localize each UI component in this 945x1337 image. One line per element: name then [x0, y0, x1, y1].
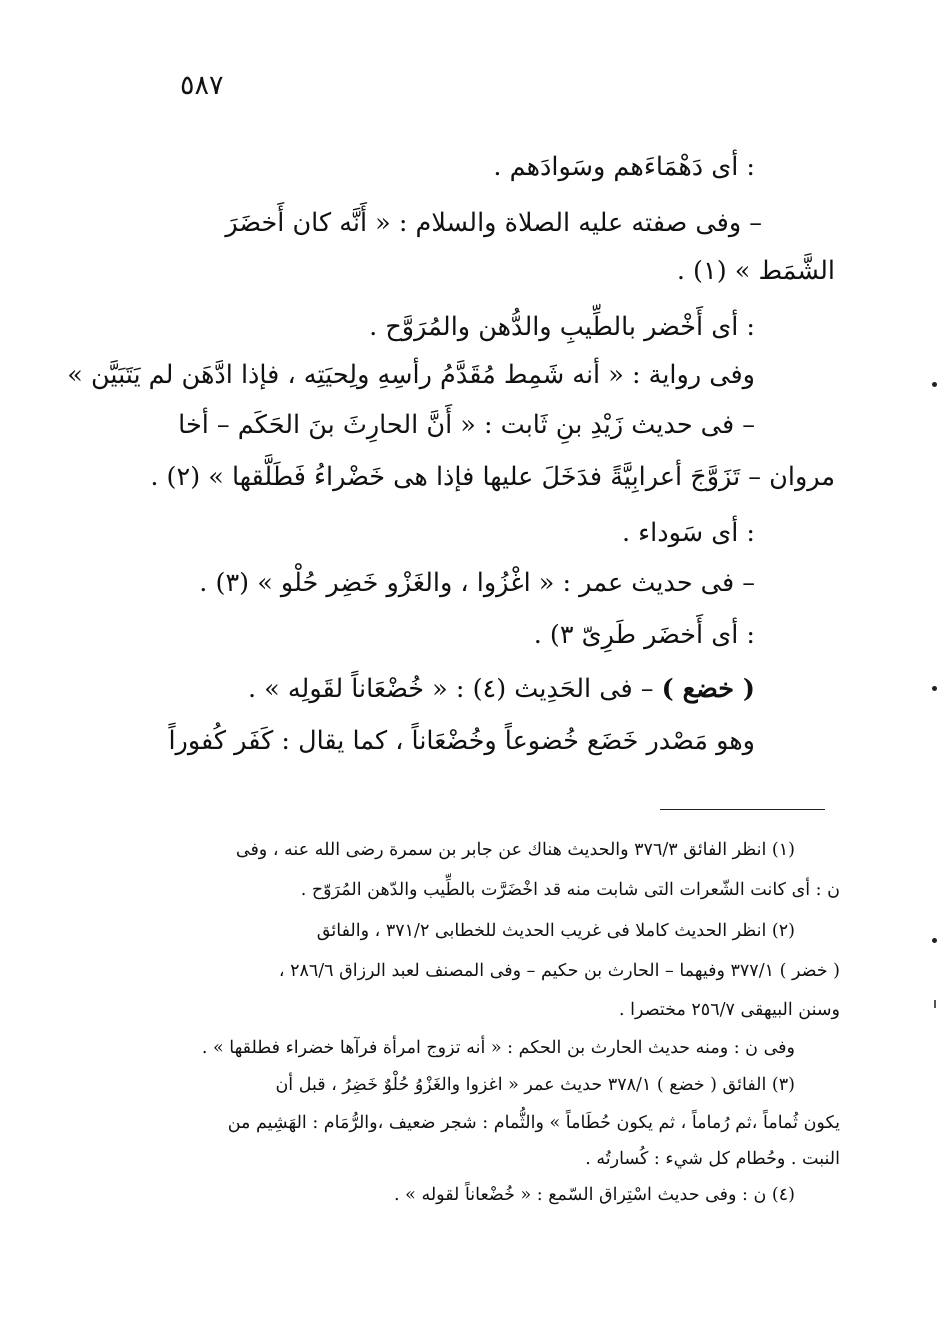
- body-line-2: – وفى صفته عليه الصلاة والسلام : « أَنَّه كان أَخضَرَ: [225, 208, 762, 238]
- footnote-line-4: ( خضر ) ٣٧٧/١ وفيهما – الحارث بن حكيم – وفى المصنف لعبد الرزاق ٢٨٦/٦ ،: [278, 961, 840, 981]
- footnote-line-1: (١) انظر الفائق ٣٧٦/٣ والحديث هناك عن جابر بن سمرة رضى الله عنه ، وفى: [235, 840, 795, 860]
- footnote-line-8: يكون ثُماماً ،ثم رُماماً ، ثم يكون حُطَاماً » والثُّمام : شجر ضعيف ،والرُّمَام : الهَشِيم من: [227, 1113, 840, 1133]
- body-line-3: الشَّمَط » (١) .: [676, 256, 835, 286]
- footnote-line-6: وفى ن : ومنه حديث الحارث بن الحكم : « أنه تزوج امرأة فرآها خضراء فطلقها » .: [201, 1038, 795, 1058]
- margin-mark: [934, 1000, 936, 1008]
- body-line-6: – فى حديث زَيْدِ بنِ ثَابت : « أَنَّ الحارِثَ بنَ الحَكَم – أخا: [178, 410, 755, 440]
- margin-mark: [932, 382, 937, 387]
- body-line-9: – فى حديث عمر : « اغْزُوا ، والغَزْو خَضِر حُلْو » (٣) .: [199, 568, 755, 598]
- body-line-1: : أى دَهْمَاءَهم وسَوادَهم .: [493, 152, 755, 182]
- footnotes: [150, 0, 840, 1300]
- margin-mark: [932, 686, 937, 691]
- page-number: ٥٨٧: [180, 70, 224, 101]
- footnote-line-7: (٣) الفائق ( خضع ) ٣٧٨/١ حديث عمر « اغزوا والغَزْوُ حُلْوٌ خَضِرُ ، قبل أن: [275, 1075, 795, 1095]
- footnote-line-3: (٢) انظر الحديث كاملا فى غريب الحديث للخطابى ٣٧١/٢ ، والفائق: [316, 921, 795, 941]
- footnote-line-9: النبت . وحُطام كل شيء : كُسارتُه .: [585, 1149, 840, 1169]
- footnote-line-2: ن : أى كانت الشّعرات التى شابت منه قد اخْضَرَّت بالطِّيب والدّهن المُرَوّح .: [300, 880, 840, 900]
- body-line-7: مروان – تَزَوَّجَ أعرابِيَّةً فدَخَلَ عليها فإذا هى خَضْراءُ فَطَلَّقها » (٢) .: [150, 462, 835, 492]
- body-line-11-text: – فى الحَدِيث (٤) : « خُضْعَاناً لقَولِه » .: [247, 674, 654, 704]
- footnote-line-5: وسنن البيهقى ٢٥٦/٧ مختصرا .: [619, 1000, 840, 1020]
- body-line-4: : أى أَخْضر بالطِّيبِ والدُّهن والمُرَوَّح .: [369, 312, 755, 342]
- footnote-line-10: (٤) ن : وفى حديث اسْتِراق السّمع : « خُضْعاناً لقوله » .: [394, 1185, 795, 1205]
- margin-mark: [932, 938, 937, 943]
- body-line-8: : أى سَوداء .: [621, 518, 755, 548]
- body-line-10: : أى أَخضَر طَرِىّ ٣) .: [533, 620, 755, 650]
- body-line-5: وفى رواية : « أنه شَمِط مُقَدَّمُ رأسِهِ ولِحيَتِه ، فإذا ادَّهَن لم يَتَبَيَّن »: [67, 360, 755, 390]
- headword: ( خضع ): [661, 674, 755, 704]
- body-line-12: وهو مَصْدر خَضَع خُضوعاً وخُضْعَاناً ، كما يقال : كَفَر كُفوراً: [168, 726, 755, 756]
